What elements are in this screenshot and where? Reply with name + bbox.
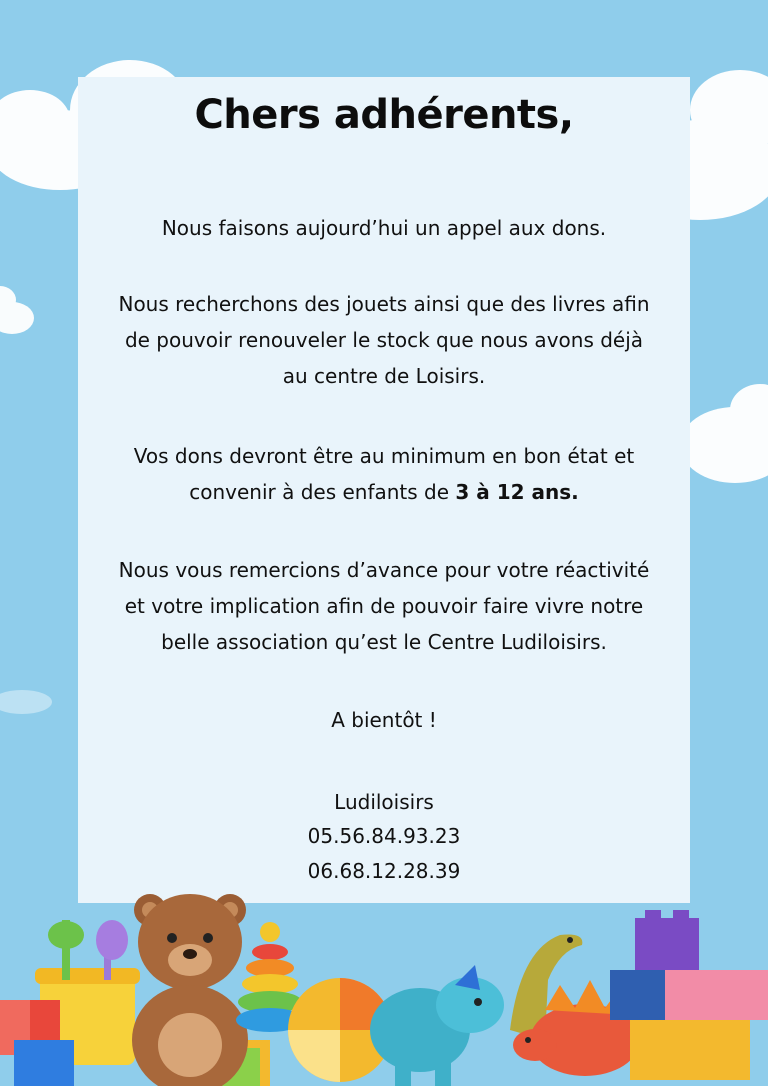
thanks-paragraph xyxy=(78,552,690,660)
request-paragraph xyxy=(78,286,690,394)
thanks-line: et votre implication afin de pouvoir faire vivre notre xyxy=(124,594,644,618)
condition-paragraph xyxy=(78,438,690,510)
letter-title: Chers adhérents, xyxy=(194,92,574,138)
request-line: Nous recherchons des jouets ainsi que des livres afin xyxy=(118,292,650,316)
teddy-bear-icon xyxy=(132,894,248,1086)
signature-name: Ludiloisirs xyxy=(334,790,434,814)
appeal-paragraph: Nous faisons aujourd’hui un appel aux dons. xyxy=(161,216,607,240)
phone-number: 06.68.12.28.39 xyxy=(307,859,461,883)
closing: A bientôt ! xyxy=(331,708,437,732)
phone-number: 05.56.84.93.23 xyxy=(307,824,461,848)
condition-line xyxy=(78,474,690,510)
dinosaur-icon xyxy=(370,965,504,1086)
building-blocks-icon xyxy=(610,910,768,1080)
condition-prefix: convenir à des enfants de xyxy=(189,480,456,504)
thanks-line: belle association qu’est le Centre Ludiloisirs. xyxy=(161,630,607,654)
thanks-line: Nous vous remercions d’avance pour votre réactivité xyxy=(118,558,650,582)
request-line: au centre de Loisirs. xyxy=(282,364,486,388)
age-range: 3 à 12 ans. xyxy=(455,480,579,504)
request-line: de pouvoir renouveler le stock que nous avons déjà xyxy=(124,328,644,352)
condition-line: Vos dons devront être au minimum en bon état et xyxy=(133,444,635,468)
toys-illustration xyxy=(0,880,768,1086)
